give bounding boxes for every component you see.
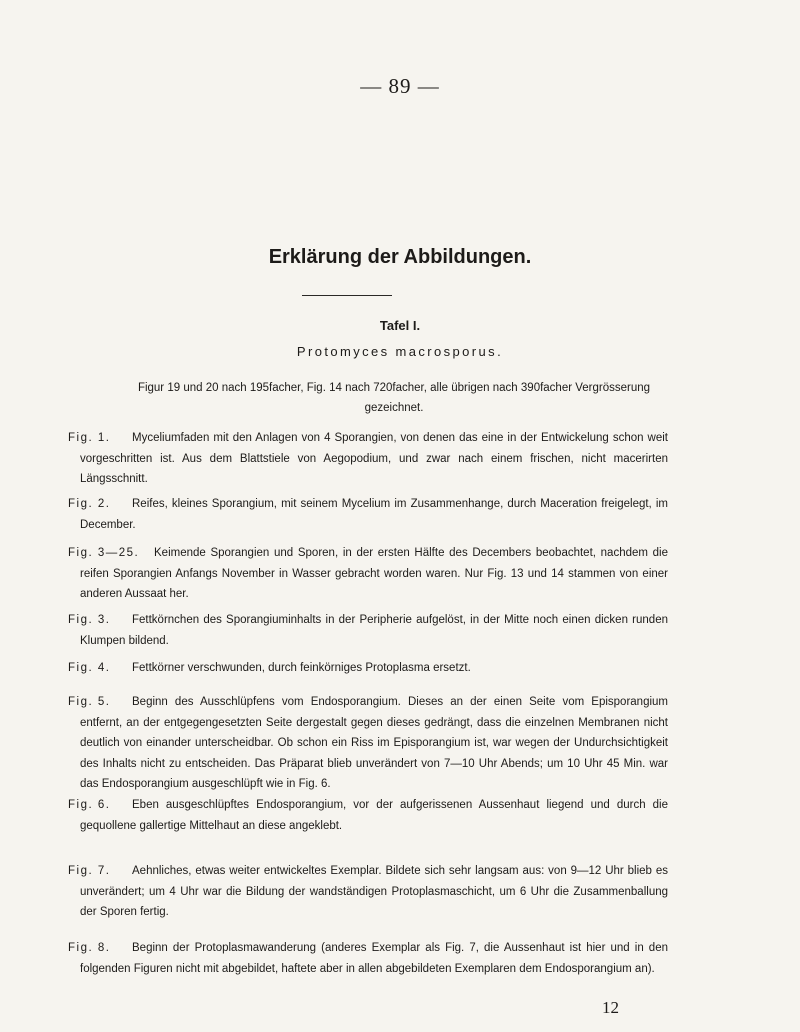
figure-label: Fig. 6. [68,799,111,811]
figure-entry [68,658,668,679]
figure-text: Beginn der Protoplasmawanderung (anderes Exemplar als Fig. 7, die Aussenhaut ist hier und in den folgenden Figuren nicht mit abgebildet, haftete aber in allen abgebildeten Exemplaren dem Endosporangium an). [80,942,668,975]
figure-entry [68,543,668,605]
figure-entry [68,938,668,979]
figure-text: Eben ausgeschlüpftes Endosporangium, vor der aufgerissenen Aussenhaut liegend und durch die gequollene gallertige Mittelhaut an diese angeklebt. [80,799,668,832]
figure-label: Fig. 8. [68,942,111,954]
figure-entry [68,861,668,923]
printer-signature: 12 [602,998,619,1017]
figure-entry [68,494,668,535]
figure-text: Fettkörner verschwunden, durch feinkörniges Protoplasma ersetzt. [132,662,471,674]
figure-label: Fig. 4. [68,662,111,674]
figure-entry [68,795,668,836]
magnification-note: Figur 19 und 20 nach 195facher, Fig. 14 nach 720facher, alle übrigen nach 390facher Vergrösserung gezeichnet. [137,382,651,414]
figure-label: Fig. 3. [68,614,111,626]
plate-title: Tafel I. [379,318,421,333]
divider-rule [302,295,392,296]
figure-text: Aehnliches, etwas weiter entwickeltes Exemplar. Bildete sich sehr langsam aus: von 9—12 Uhr blieb es unverändert; um 4 Uhr war die Bildung der wandständigen Protoplasmaschicht, um 6 Uhr die Zusammenballung der Sporen fertig. [80,865,668,918]
figure-entry [68,692,668,795]
species-name: Protomyces macrosporus. [296,344,504,359]
figure-label: Fig. 7. [68,865,111,877]
figure-text: Keimende Sporangien und Sporen, in der ersten Hälfte des Decembers beobachtet, nachdem die reifen Sporangien Anfangs November in Wasser gebracht worden waren. Nur Fig. 13 und 14 stammen von einer anderen Aussaat her. [80,547,668,600]
figure-text: Fettkörnchen des Sporangiuminhalts in der Peripherie aufgelöst, in der Mitte noch einen dicken runden Klumpen bildend. [80,614,668,647]
figure-label: Fig. 5. [68,696,111,708]
figure-label: Fig. 3—25. [68,547,140,559]
figure-text: Beginn des Ausschlüpfens vom Endosporangium. Dieses an der einen Seite vom Episporangium entfernt, an der entgegengesetzten Seite dergestalt gegen dieses gedrängt, dass die einzelnen Membranen nicht deutlich von einander unterscheidbar. Ob schon ein Riss im Episporangium ist, war wegen der Undurchsichtigkeit des Inhalts nicht zu entscheiden. Das Präparat blieb unverändert von 7—10 Uhr Abends; um 10 Uhr 45 Min. war das Endosporangium ausgeschlüpft wie in Fig. 6. [80,696,668,790]
section-heading: Erklärung der Abbildungen. [268,246,532,268]
figure-label: Fig. 2. [68,498,111,510]
figure-text: Myceliumfaden mit den Anlagen von 4 Sporangien, von denen das eine in der Entwickelung schon weit vorgeschritten ist. Aus dem Blattstiele von Aegopodium, und zwar nach einem frischen, nicht macerirten Längsschnitt. [80,432,668,485]
figure-label: Fig. 1. [68,432,111,444]
page-number: — 89 — [360,74,440,98]
figure-entry [68,610,668,651]
figure-entry [68,428,668,490]
figure-text: Reifes, kleines Sporangium, mit seinem Mycelium im Zusammenhange, durch Maceration freigelegt, im December. [80,498,668,531]
